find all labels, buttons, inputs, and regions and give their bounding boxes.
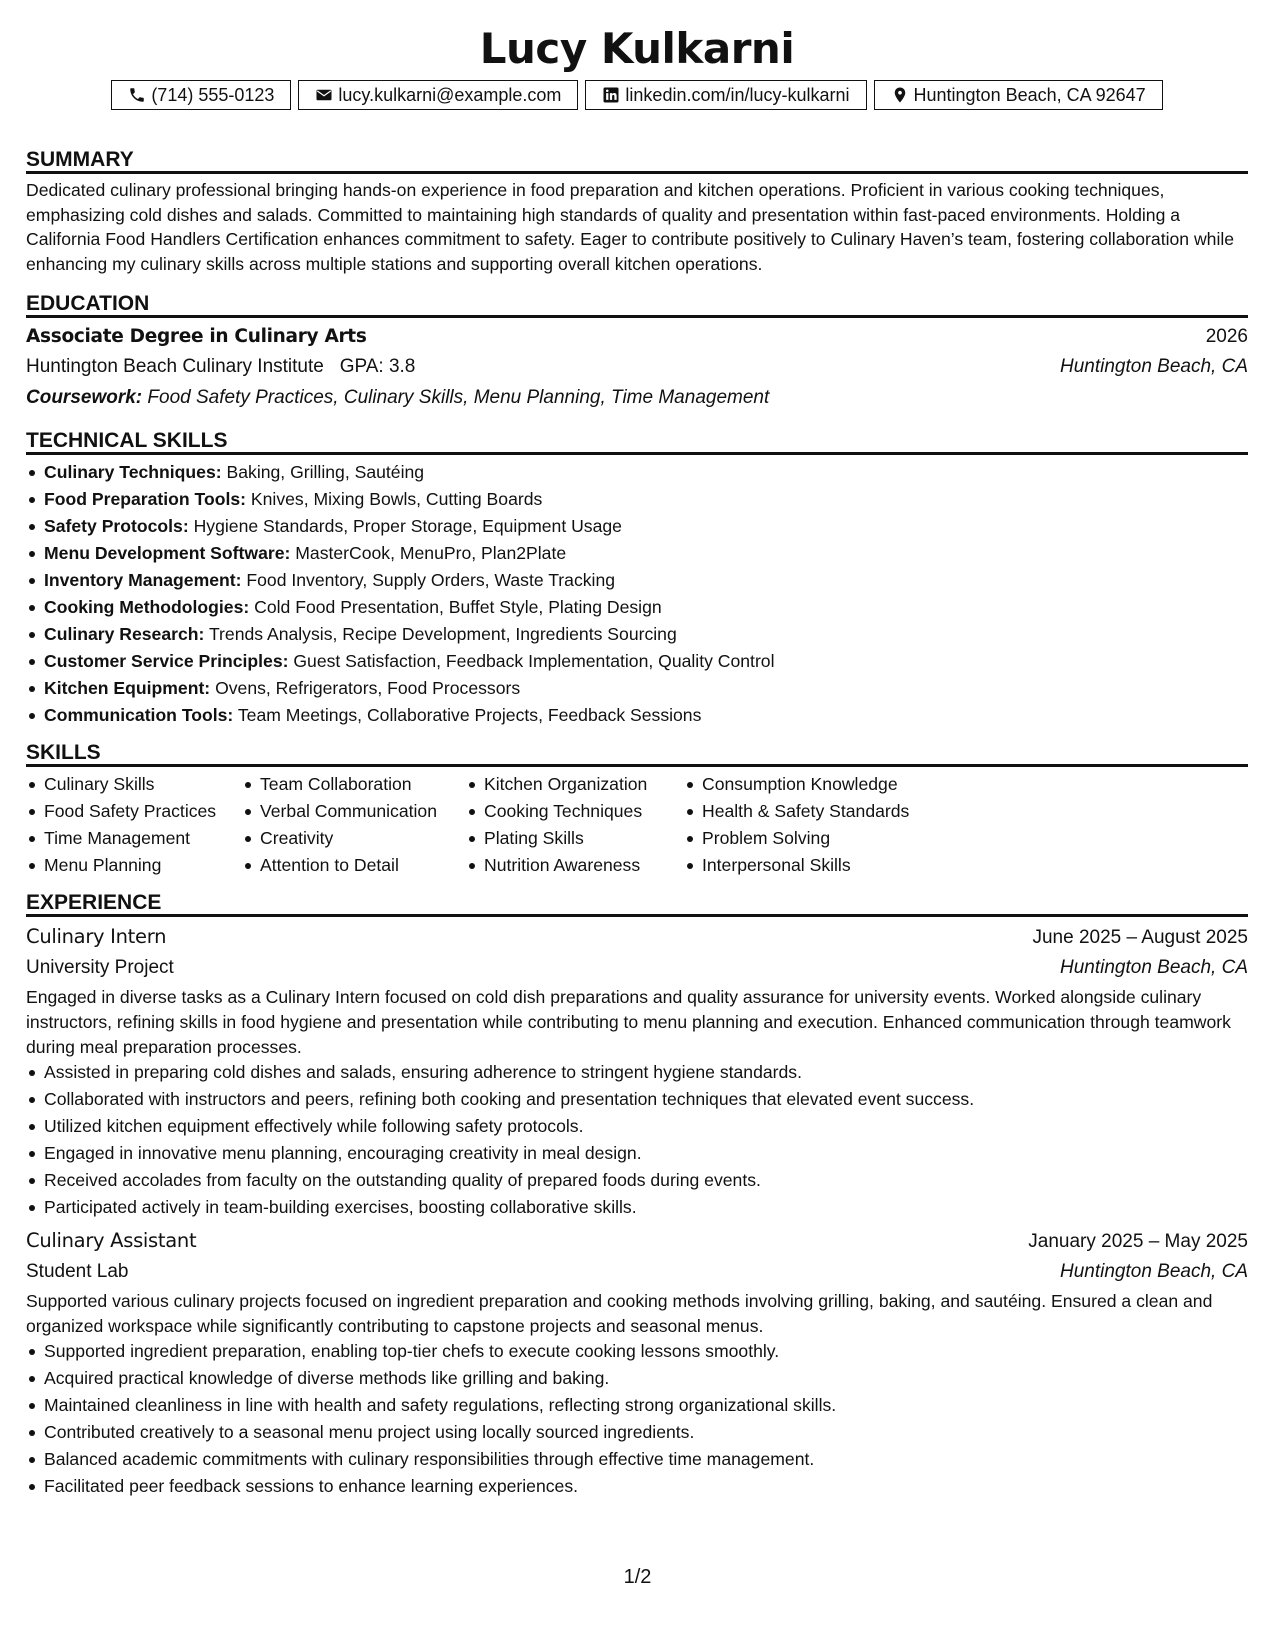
resume-page [26, 0, 1248, 1500]
skill-value: Cold Food Presentation, Buffet Style, Plating Design [254, 597, 662, 618]
skill-value: Baking, Grilling, Sautéing [226, 462, 425, 483]
skills-column [466, 771, 684, 879]
job-entry [26, 1225, 1248, 1500]
school-location: Huntington Beach, CA [1059, 356, 1248, 378]
list-item [26, 459, 1248, 486]
contact-phone-text: (714) 555-0123 [151, 84, 275, 105]
skills-column [684, 771, 909, 879]
envelope-icon [315, 86, 333, 104]
skill-value: Food Inventory, Supply Orders, Waste Tracking [246, 570, 616, 591]
list-item [26, 486, 1248, 513]
coursework-line [26, 382, 1248, 413]
skills-heading: SKILLS [26, 739, 1248, 767]
list-item: Problem Solving [684, 825, 909, 852]
job-description: Supported various culinary projects focused on ingredient preparation and cooking methods involving grilling, baking, and sautéing. Ensured a clean and organized workspace while significantly contributing to capstone projects and seasonal menus. [26, 1291, 1213, 1336]
list-item: Collaborated with instructors and peers, refining both cooking and presentation techniques that elevated event success. [26, 1086, 1248, 1113]
list-item [26, 621, 1248, 648]
job-bullets [26, 1338, 1248, 1500]
skill-value: Ovens, Refrigerators, Food Processors [215, 678, 521, 699]
list-item: Participated actively in team-building exercises, boosting collaborative skills. [26, 1194, 1248, 1221]
skill-value: Knives, Mixing Bowls, Cutting Boards [250, 489, 543, 510]
skill-label: Culinary Research: [44, 624, 205, 645]
list-item: Health & Safety Standards [684, 798, 909, 825]
skill-label: Inventory Management: [44, 570, 242, 591]
gpa: GPA: 3.8 [339, 356, 416, 378]
list-item [26, 567, 1248, 594]
contact-email-text: lucy.kulkarni@example.com [338, 84, 562, 105]
list-item: Balanced academic commitments with culinary responsibilities through effective time management. [26, 1446, 1248, 1473]
skill-label: Cooking Methodologies: [44, 597, 250, 618]
contact-phone[interactable] [111, 80, 291, 110]
job-title: Culinary Intern [26, 925, 167, 949]
school-line [26, 352, 415, 382]
contact-location [874, 80, 1163, 110]
list-item: Culinary Skills [26, 771, 242, 798]
job-description: Engaged in diverse tasks as a Culinary Intern focused on cold dish preparations and quality assurance for university events. Worked alongside culinary instructors, refining skills in food hygiene and presentation while contributing to menu planning and execution. Enhanced communication through teamwork during meal preparation processes. [26, 987, 1231, 1057]
skill-value: Hygiene Standards, Proper Storage, Equipment Usage [193, 516, 622, 537]
list-item: Contributed creatively to a seasonal menu project using locally sourced ingredients. [26, 1419, 1248, 1446]
list-item: Maintained cleanliness in line with health and safety regulations, reflecting strong organizational skills. [26, 1392, 1248, 1419]
list-item [26, 540, 1248, 567]
skill-label: Communication Tools: [44, 705, 234, 726]
graduation-year: 2026 [1205, 326, 1248, 348]
contact-linkedin[interactable] [585, 80, 866, 110]
list-item: Interpersonal Skills [684, 852, 909, 879]
list-item: Menu Planning [26, 852, 242, 879]
skill-label: Menu Development Software: [44, 543, 291, 564]
list-item [26, 675, 1248, 702]
list-item: Acquired practical knowledge of diverse methods like grilling and baking. [26, 1365, 1248, 1392]
list-item: Food Safety Practices [26, 798, 242, 825]
summary-heading: SUMMARY [26, 146, 1248, 174]
contact-location-text: Huntington Beach, CA 92647 [913, 84, 1146, 105]
list-item [26, 702, 1248, 729]
education-entry [26, 322, 1248, 413]
list-item [26, 594, 1248, 621]
contact-linkedin-text: linkedin.com/in/lucy-kulkarni [625, 84, 850, 105]
contact-email[interactable] [298, 80, 578, 110]
skills-grid [26, 771, 1248, 879]
list-item [26, 513, 1248, 540]
job-bullets [26, 1059, 1248, 1221]
skill-label: Food Preparation Tools: [44, 489, 247, 510]
skills-column [26, 771, 242, 879]
skill-label: Customer Service Principles: [44, 651, 289, 672]
list-item [26, 648, 1248, 675]
candidate-name: Lucy Kulkarni [479, 24, 795, 73]
job-dates: June 2025 – August 2025 [1032, 927, 1248, 949]
skills-column [242, 771, 466, 879]
page-number: 1/2 [623, 1566, 652, 1588]
list-item: Creativity [242, 825, 466, 852]
linkedin-icon [602, 86, 620, 104]
skill-label: Safety Protocols: [44, 516, 189, 537]
list-item: Supported ingredient preparation, enabling top-tier chefs to execute cooking lessons smoothly. [26, 1338, 1248, 1365]
technical-skills-list [26, 459, 1248, 729]
list-item: Team Collaboration [242, 771, 466, 798]
contact-bar [26, 80, 1248, 110]
list-item: Verbal Communication [242, 798, 466, 825]
education-heading: EDUCATION [26, 290, 1248, 318]
coursework-list: Food Safety Practices, Culinary Skills, Menu Planning, Time Management [147, 387, 770, 409]
list-item: Received accolades from faculty on the outstanding quality of prepared foods during events. [26, 1167, 1248, 1194]
skill-value: Guest Satisfaction, Feedback Implementation, Quality Control [293, 651, 775, 672]
job-location: Huntington Beach, CA [1059, 957, 1248, 979]
list-item: Consumption Knowledge [684, 771, 909, 798]
job-title: Culinary Assistant [26, 1229, 197, 1253]
job-org: University Project [26, 957, 174, 979]
skill-label: Kitchen Equipment: [44, 678, 211, 699]
degree-title: Associate Degree in Culinary Arts [26, 326, 367, 348]
experience-heading: EXPERIENCE [26, 889, 1248, 917]
list-item: Cooking Techniques [466, 798, 684, 825]
coursework-label: Coursework: [26, 387, 143, 409]
list-item: Engaged in innovative menu planning, encouraging creativity in meal design. [26, 1140, 1248, 1167]
list-item: Facilitated peer feedback sessions to enhance learning experiences. [26, 1473, 1248, 1500]
summary-text: Dedicated culinary professional bringing hands-on experience in food preparation and kitchen operations. Proficient in various cooking techniques, emphasizing cold dishes and salads. Committed to maintaining high standards of quality and presentation within fast-paced environments. Holding a California Food Handlers Certification enhances commitment to safety. Eager to contribute positively to Culinary Haven’s team, fostering collaboration while enhancing my culinary skills across multiple stations and supporting overall kitchen operations. [26, 180, 1235, 274]
technical-skills-heading: TECHNICAL SKILLS [26, 427, 1248, 455]
school-name: Huntington Beach Culinary Institute [26, 356, 324, 378]
list-item: Assisted in preparing cold dishes and salads, ensuring adherence to stringent hygiene standards. [26, 1059, 1248, 1086]
skill-label: Culinary Techniques: [44, 462, 222, 483]
job-entry [26, 921, 1248, 1221]
skill-value: Trends Analysis, Recipe Development, Ingredients Sourcing [208, 624, 677, 645]
list-item: Nutrition Awareness [466, 852, 684, 879]
job-location: Huntington Beach, CA [1059, 1261, 1248, 1283]
job-dates: January 2025 – May 2025 [1028, 1231, 1248, 1253]
skill-value: Team Meetings, Collaborative Projects, Feedback Sessions [237, 705, 702, 726]
list-item: Kitchen Organization [466, 771, 684, 798]
skill-value: MasterCook, MenuPro, Plan2Plate [295, 543, 567, 564]
job-org: Student Lab [26, 1261, 129, 1283]
list-item: Time Management [26, 825, 242, 852]
phone-icon [128, 86, 146, 104]
list-item: Attention to Detail [242, 852, 466, 879]
list-item: Utilized kitchen equipment effectively while following safety protocols. [26, 1113, 1248, 1140]
map-marker-icon [891, 86, 909, 104]
list-item: Plating Skills [466, 825, 684, 852]
